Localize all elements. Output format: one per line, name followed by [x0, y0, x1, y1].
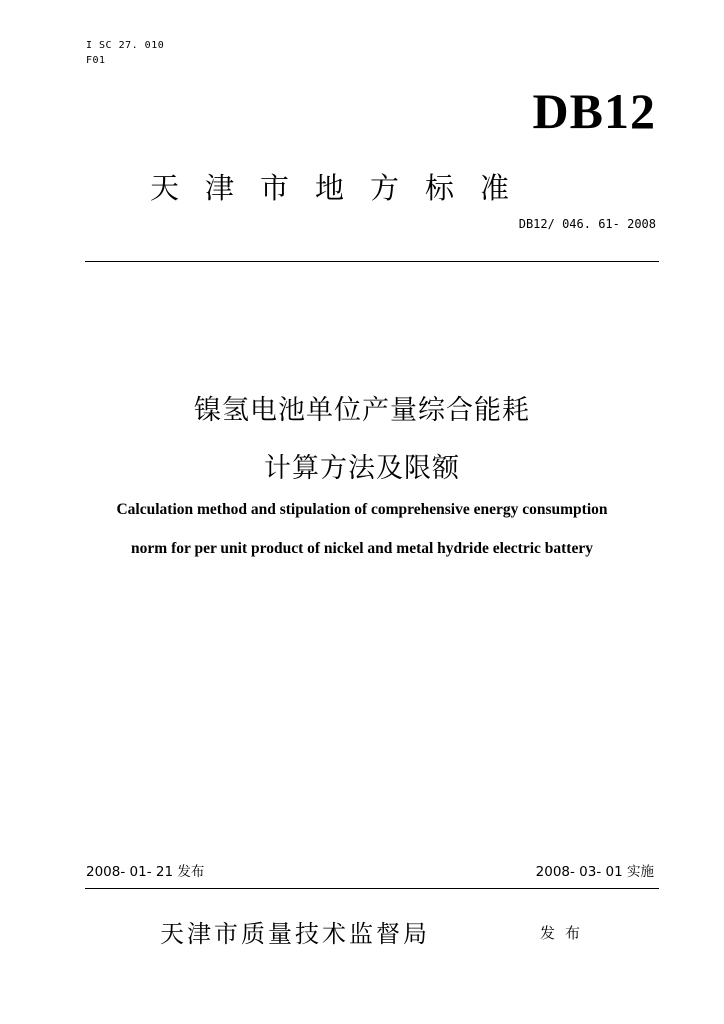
standard-code: DB12 [532, 83, 656, 139]
issuing-authority: 天津市质量技术监督局 [160, 920, 430, 948]
title-cn-line2: 计算方法及限额 [264, 453, 460, 484]
footer-divider [85, 888, 659, 889]
standard-number: DB12/ 046. 61- 2008 [518, 217, 656, 231]
standard-name: 天津市地方标准 [150, 171, 536, 205]
implement-date: 2008- 03- 01 实施 [535, 864, 654, 880]
ics-classification [86, 38, 164, 68]
title-en-line1: Calculation method and stipulation of comprehensive energy consumption [116, 501, 608, 518]
title-en-line2: norm for per unit product of nickel and metal hydride electric battery [131, 540, 593, 557]
ics-code: I SC 27. 010 [86, 40, 165, 51]
title-cn-line1: 镍氢电池单位产量综合能耗 [194, 395, 530, 426]
header-divider [85, 261, 659, 262]
ccs-code: F01 [86, 55, 106, 66]
issue-date: 2008- 01- 21 发布 [86, 864, 205, 880]
issue-label: 发布 [540, 924, 591, 942]
